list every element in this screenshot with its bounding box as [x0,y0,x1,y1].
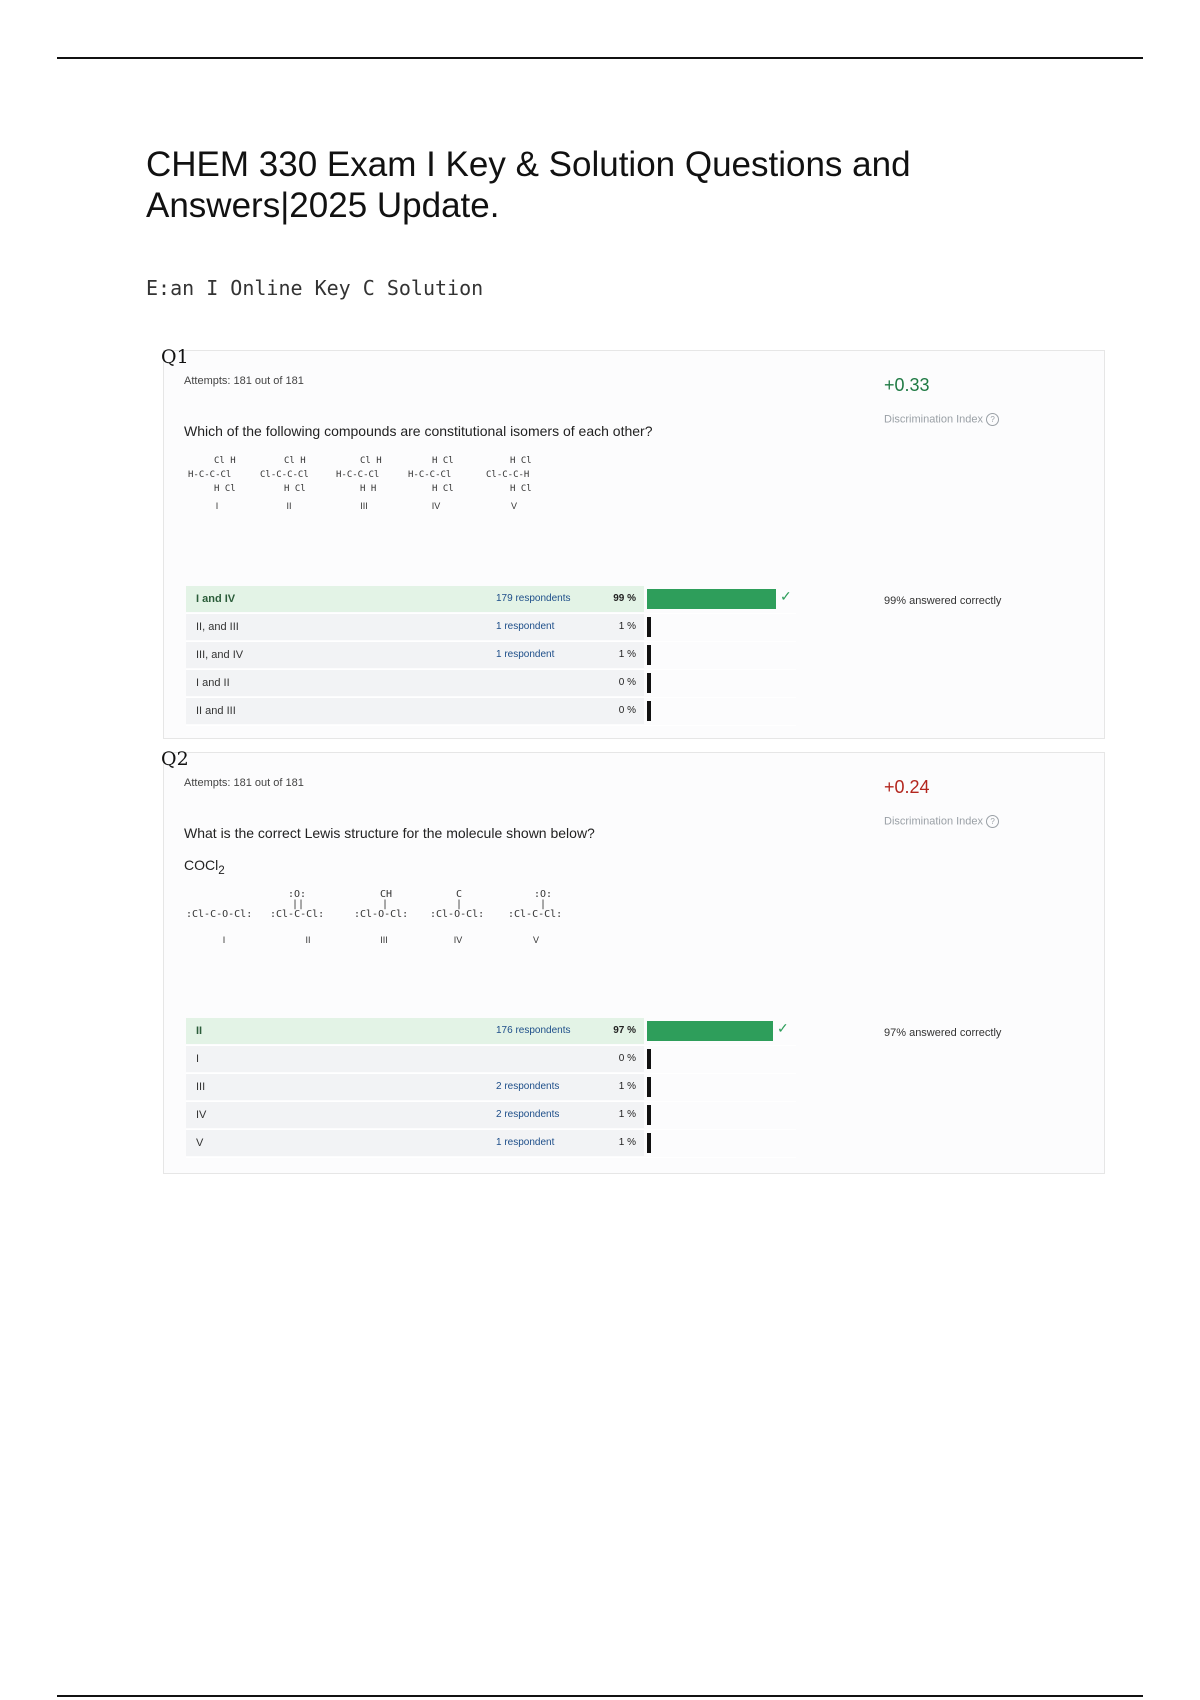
answer-label: III [186,1074,482,1100]
question-card-q2 [161,748,1105,1174]
attempts-text: Attempts: 181 out of 181 [184,375,304,387]
correct-note: 97% answered correctly [884,1027,1002,1039]
svg-text:Cl H: Cl H [284,456,306,466]
answer-percent: 1 % [592,1102,644,1128]
structure-label: V [532,935,540,945]
structure-iii [336,456,382,494]
attempts-text: Attempts: 181 out of 181 [184,777,304,789]
respondents-link[interactable]: 2 respondents [482,1102,592,1128]
svg-text:H-C-C-Cl: H-C-C-Cl [336,470,380,480]
svg-text:|: | [456,899,463,910]
structure-iv [408,456,454,494]
percent-bar [647,673,651,693]
answer-row [186,670,796,698]
answer-percent: 0 % [592,670,644,696]
correct-note: 99% answered correctly [884,595,1002,607]
answer-row [186,1046,796,1074]
formula-subscript: 2 [218,863,225,877]
page-subtitle: E:an I Online Key C Solution [146,276,484,300]
molecule-formula [184,857,225,877]
check-icon: ✓ [777,1020,789,1036]
answer-label: V [186,1130,482,1156]
svg-text:H H: H H [360,484,377,494]
question-prompt: What is the correct Lewis structure for the molecule shown below? [184,825,595,841]
answer-percent: 1 % [592,1130,644,1156]
answer-percent: 97 % [592,1018,644,1044]
percent-bar [647,1049,651,1069]
answer-label: III, and IV [186,642,482,668]
question-prompt: Which of the following compounds are constitutional isomers of each other? [184,423,653,439]
answer-label: I [186,1046,482,1072]
answer-table [186,1018,796,1158]
structure-label: I [222,935,226,945]
answer-table [186,586,796,726]
help-icon[interactable]: ? [986,413,999,426]
structure-label: IV [431,501,441,511]
respondents-link[interactable]: 179 respondents [482,586,592,612]
discrimination-value: +0.24 [884,777,930,797]
structure-figure [184,887,804,967]
answer-label: II and III [186,698,482,724]
svg-text:H Cl: H Cl [432,456,454,466]
answer-label: I and IV [186,586,482,612]
svg-text:H Cl: H Cl [432,484,454,494]
respondents-link [482,1046,592,1072]
percent-bar [647,645,651,665]
structure-v [486,456,532,494]
discrimination-label-text: Discrimination Index [884,815,984,828]
percent-bar [647,1133,651,1153]
answer-label: II, and III [186,614,482,640]
svg-text:|: | [540,899,547,910]
svg-text::Cl-O-Cl:: :Cl-O-Cl: [354,909,409,920]
structure-label: III [380,935,388,945]
svg-text::O:: :O: [534,889,553,900]
formula-text: COCl [184,857,219,873]
top-rule [57,57,1143,59]
svg-text:|: | [382,899,389,910]
answer-row [186,642,796,670]
percent-bar [647,1105,651,1125]
question-card-q1 [161,346,1105,739]
lewis-structure-iii [354,889,408,920]
answer-row [186,698,796,726]
structure-label: III [360,501,368,511]
discrimination-label-text: Discrimination Index [884,413,984,426]
structure-label: IV [453,935,463,945]
answer-row [186,586,796,614]
svg-text::O:: :O: [288,889,307,900]
svg-text:Cl-C-C-Cl: Cl-C-C-Cl [260,470,309,480]
svg-text:H-C-C-Cl: H-C-C-Cl [188,470,232,480]
structure-i [188,456,236,494]
percent-bar [647,589,776,609]
answer-percent: 0 % [592,1046,644,1072]
respondents-link [482,698,592,724]
svg-text:H Cl: H Cl [284,484,306,494]
lewis-structure-ii [270,889,324,920]
respondents-link[interactable]: 1 respondent [482,614,592,640]
answer-percent: 99 % [592,586,644,612]
svg-text::Cl-C-Cl:: :Cl-C-Cl: [508,909,563,920]
percent-bar [647,617,651,637]
percent-bar [647,1077,651,1097]
svg-text:H Cl: H Cl [510,456,532,466]
percent-bar [647,701,651,721]
check-icon: ✓ [780,588,792,604]
respondents-link[interactable]: 176 respondents [482,1018,592,1044]
structure-ii [260,456,309,494]
question-label: Q2 [161,748,189,770]
svg-text:H Cl: H Cl [510,484,532,494]
discrimination-label [884,815,999,828]
lewis-structure-i [186,909,252,920]
answer-row [186,1018,796,1046]
respondents-link[interactable]: 1 respondent [482,642,592,668]
answer-percent: 1 % [592,1074,644,1100]
help-icon[interactable]: ? [986,815,999,828]
answer-label: II [186,1018,482,1044]
answer-label: IV [186,1102,482,1128]
answer-row [186,1074,796,1102]
svg-text:H Cl: H Cl [214,484,236,494]
svg-text:Cl H: Cl H [214,456,236,466]
svg-text:C: C [456,889,463,900]
question-label: Q1 [161,346,189,368]
structure-label: V [510,501,518,511]
structure-label: II [305,935,311,945]
svg-text:H-C-C-Cl: H-C-C-Cl [408,470,452,480]
answer-row [186,1130,796,1158]
respondents-link[interactable]: 2 respondents [482,1074,592,1100]
structure-figure [184,451,804,531]
page-title: CHEM 330 Exam I Key & Solution Questions and Answers|2025 Update. [146,145,911,225]
svg-text::Cl-C-Cl:: :Cl-C-Cl: [270,909,325,920]
svg-text:||: || [292,899,305,910]
lewis-structure-iv [430,889,484,920]
svg-text:Cl-C-C-H: Cl-C-C-H [486,470,530,480]
answer-label: I and II [186,670,482,696]
percent-bar [647,1021,773,1041]
lewis-structure-v [508,889,562,920]
answer-percent: 0 % [592,698,644,724]
discrimination-label [884,413,999,426]
respondents-link[interactable]: 1 respondent [482,1130,592,1156]
respondents-link [482,670,592,696]
answer-percent: 1 % [592,614,644,640]
structure-label: II [286,501,292,511]
answer-row [186,614,796,642]
svg-text::Cl-O-Cl:: :Cl-O-Cl: [430,909,485,920]
discrimination-value: +0.33 [884,375,930,395]
svg-text:Cl H: Cl H [360,456,382,466]
svg-text::Cl-C-O-Cl:: :Cl-C-O-Cl: [186,909,253,920]
bottom-rule [57,1695,1143,1697]
answer-row [186,1102,796,1130]
answer-percent: 1 % [592,642,644,668]
structure-label: I [215,501,219,511]
svg-text:CH: CH [380,889,393,900]
